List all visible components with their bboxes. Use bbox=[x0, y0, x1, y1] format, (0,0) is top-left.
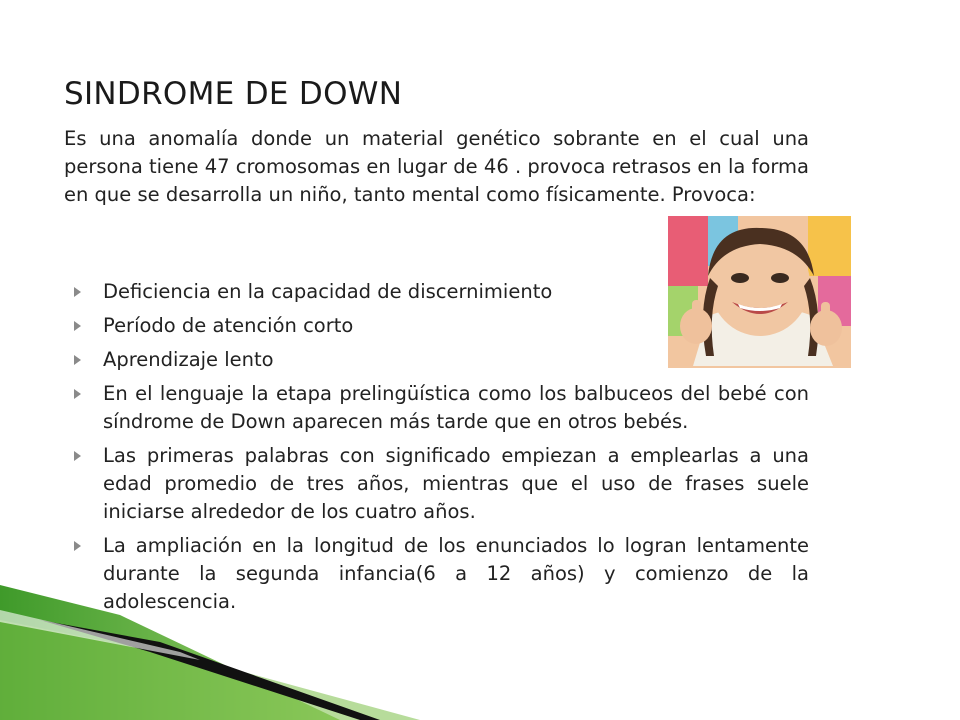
list-item bbox=[64, 380, 809, 436]
list-item bbox=[64, 346, 663, 374]
list-item bbox=[64, 312, 663, 340]
list-item-text: Las primeras palabras con significado empiezan a emplearlas a una edad promedio de tres años, mientras que el uso de frases suele iniciarse alrededor de los cuatro años. bbox=[103, 444, 809, 523]
triangle-bullet-icon bbox=[74, 355, 81, 365]
list-item bbox=[64, 532, 809, 616]
list-item bbox=[64, 278, 663, 306]
list-item-text: La ampliación en la longitud de los enunciados lo logran lentamente durante la segunda infancia(6 a 12 años) y comienzo de la adolescencia. bbox=[103, 534, 809, 613]
intro-paragraph: Es una anomalía donde un material genético sobrante en el cual una persona tiene 47 cromosomas en lugar de 46 . provoca retrasos en la forma en que se desarrolla un niño, tanto mental como físicamente. Provoca: bbox=[64, 127, 809, 206]
bullet-list bbox=[64, 278, 809, 622]
list-item-text: Aprendizaje lento bbox=[103, 348, 274, 371]
list-item-text: En el lenguaje la etapa prelingüística como los balbuceos del bebé con síndrome de Down aparecen más tarde que en otros bebés. bbox=[103, 382, 809, 433]
list-item-text: Período de atención corto bbox=[103, 314, 354, 337]
list-item bbox=[64, 442, 809, 526]
triangle-bullet-icon bbox=[74, 287, 81, 297]
list-item-text: Deficiencia en la capacidad de discernimiento bbox=[103, 280, 553, 303]
triangle-bullet-icon bbox=[74, 541, 81, 551]
slide-title: SINDROME DE DOWN bbox=[64, 76, 403, 112]
triangle-bullet-icon bbox=[74, 321, 81, 331]
triangle-bullet-icon bbox=[74, 389, 81, 399]
triangle-bullet-icon bbox=[74, 451, 81, 461]
